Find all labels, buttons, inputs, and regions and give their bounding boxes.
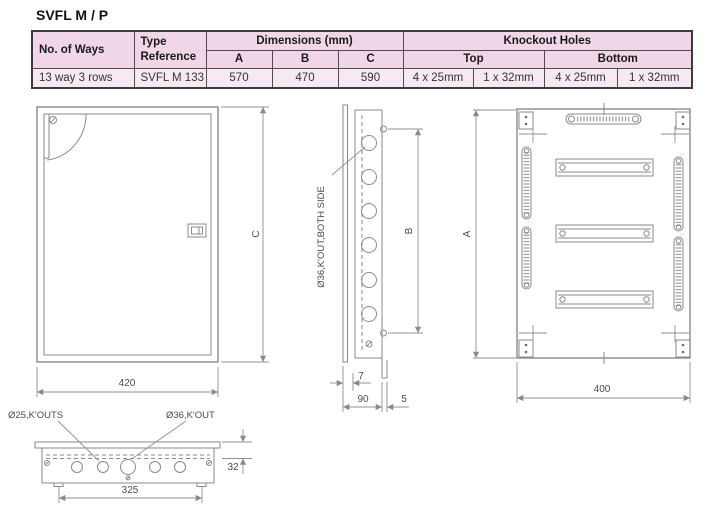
cell-knockout-bottom-2: 1 x 32mm <box>617 68 692 88</box>
hinge-screw-icon <box>50 117 57 124</box>
col-header-knockout-holes: Knockout Holes <box>403 31 692 50</box>
din-rail <box>556 225 653 242</box>
col-header-knockout-top: Top <box>403 50 544 68</box>
dim-label-325: 325 <box>121 485 139 496</box>
door-latch-icon <box>188 224 206 237</box>
front-view-drawing <box>37 107 269 397</box>
col-header-dim-b: B <box>272 50 338 68</box>
col-header-type-reference: Type Reference <box>134 31 206 68</box>
side-knockout-label: Ø36,K'OUT,BOTH SIDE <box>316 186 327 288</box>
rear-view-drawing <box>462 103 690 403</box>
dim-label-a: A <box>462 230 473 238</box>
cell-dim-c: 590 <box>338 68 403 88</box>
dim-label-420: 420 <box>118 378 136 389</box>
side-view-drawing <box>316 105 423 412</box>
bottom-knockout36-label: Ø36,K'OUT <box>166 410 215 421</box>
cell-knockout-top-2: 1 x 32mm <box>473 68 544 88</box>
dim-label-c: C <box>251 230 262 238</box>
col-header-dimensions: Dimensions (mm) <box>206 31 403 50</box>
page-title: SVFL M / P <box>36 7 109 23</box>
cell-knockout-bottom-1: 4 x 25mm <box>544 68 617 88</box>
dim-label-90: 90 <box>357 394 369 405</box>
col-header-ways: No. of Ways <box>32 31 134 68</box>
cell-dim-b: 470 <box>272 68 338 88</box>
bottom-screw-icon <box>45 461 212 481</box>
dim-label-b: B <box>404 227 415 235</box>
dim-label-5: 5 <box>401 394 407 405</box>
cell-dim-a: 570 <box>206 68 272 88</box>
center-mark-icon <box>519 126 689 342</box>
cell-ways: 13 way 3 rows <box>32 68 134 88</box>
corner-bracket-icon <box>519 112 690 357</box>
dim-label-400: 400 <box>593 384 611 395</box>
side-screw-icon <box>366 341 372 347</box>
col-header-knockout-bottom: Bottom <box>544 50 692 68</box>
din-rail <box>556 291 653 308</box>
col-header-dim-c: C <box>338 50 403 68</box>
terminal-bar-icon <box>566 114 641 124</box>
dim-label-7: 7 <box>358 371 364 382</box>
bottom-knockout25-label: Ø25,K'OUTS <box>8 410 64 421</box>
cell-knockout-top-1: 4 x 25mm <box>403 68 473 88</box>
cell-type-reference: SVFL M 133 <box>134 68 206 88</box>
bottom-view-drawing <box>8 410 252 503</box>
din-rail <box>556 159 653 176</box>
dim-label-32: 32 <box>227 462 239 473</box>
col-header-dim-a: A <box>206 50 272 68</box>
